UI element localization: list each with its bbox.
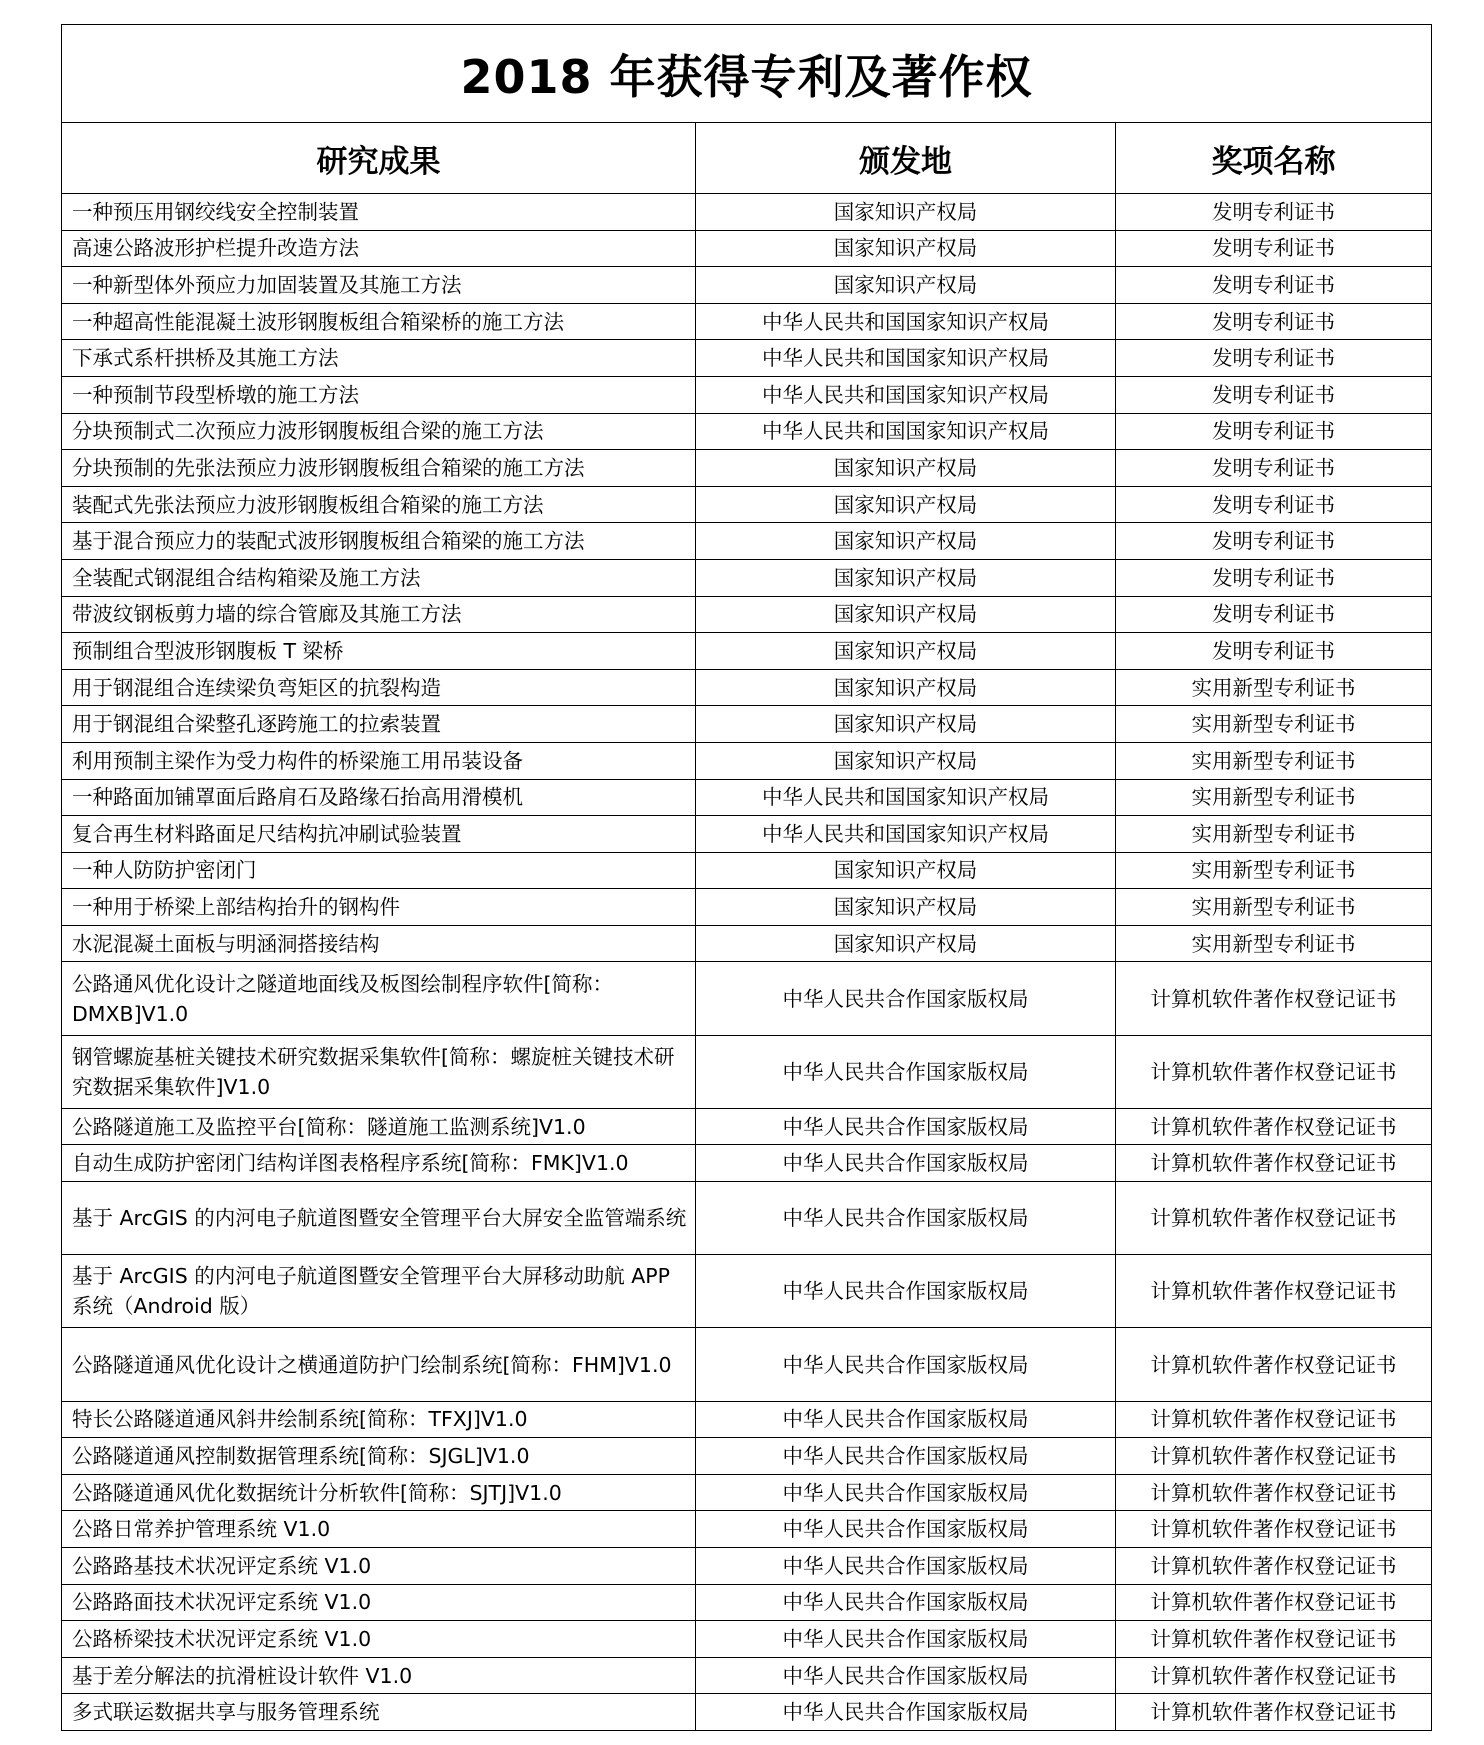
cell-research-result: 下承式系杆拱桥及其施工方法	[62, 340, 696, 377]
cell-award-name: 计算机软件著作权登记证书	[1116, 1694, 1432, 1731]
cell-issuer: 中华人民共合作国家版权局	[696, 1657, 1116, 1694]
cell-issuer: 中华人民共合作国家版权局	[696, 1438, 1116, 1475]
cell-research-result: 公路路基技术状况评定系统 V1.0	[62, 1547, 696, 1584]
cell-award-name: 计算机软件著作权登记证书	[1116, 1621, 1432, 1658]
table-row	[62, 1108, 1432, 1145]
cell-issuer: 国家知识产权局	[696, 889, 1116, 926]
cell-issuer: 中华人民共合作国家版权局	[696, 962, 1116, 1035]
cell-award-name: 计算机软件著作权登记证书	[1116, 1035, 1432, 1108]
cell-award-name: 发明专利证书	[1116, 340, 1432, 377]
cell-issuer: 中华人民共合作国家版权局	[696, 1035, 1116, 1108]
cell-research-result: 公路日常养护管理系统 V1.0	[62, 1511, 696, 1548]
table-row	[62, 925, 1432, 962]
table-row	[62, 1694, 1432, 1731]
cell-issuer: 国家知识产权局	[696, 559, 1116, 596]
cell-issuer: 中华人民共合作国家版权局	[696, 1511, 1116, 1548]
cell-research-result: 基于 ArcGIS 的内河电子航道图暨安全管理平台大屏安全监管端系统	[62, 1182, 696, 1255]
cell-award-name: 计算机软件著作权登记证书	[1116, 1657, 1432, 1694]
cell-issuer: 中华人民共和国国家知识产权局	[696, 340, 1116, 377]
cell-award-name: 计算机软件著作权登记证书	[1116, 1328, 1432, 1401]
table-row	[62, 1182, 1432, 1255]
cell-research-result: 一种预制节段型桥墩的施工方法	[62, 376, 696, 413]
table-row	[62, 852, 1432, 889]
patent-table	[61, 24, 1432, 1731]
cell-issuer: 中华人民共和国国家知识产权局	[696, 376, 1116, 413]
cell-issuer: 中华人民共合作国家版权局	[696, 1474, 1116, 1511]
table-row	[62, 1547, 1432, 1584]
cell-award-name: 发明专利证书	[1116, 267, 1432, 304]
table-row	[62, 1474, 1432, 1511]
cell-issuer: 国家知识产权局	[696, 742, 1116, 779]
cell-award-name: 发明专利证书	[1116, 450, 1432, 487]
cell-award-name: 实用新型专利证书	[1116, 779, 1432, 816]
table-row	[62, 1255, 1432, 1328]
cell-research-result: 公路通风优化设计之隧道地面线及板图绘制程序软件[简称：DMXB]V1.0	[62, 962, 696, 1035]
cell-issuer: 国家知识产权局	[696, 596, 1116, 633]
cell-issuer: 国家知识产权局	[696, 523, 1116, 560]
cell-issuer: 中华人民共合作国家版权局	[696, 1547, 1116, 1584]
table-body	[62, 194, 1432, 1731]
cell-research-result: 复合再生材料路面足尺结构抗冲刷试验装置	[62, 816, 696, 853]
cell-issuer: 中华人民共合作国家版权局	[696, 1584, 1116, 1621]
cell-award-name: 计算机软件著作权登记证书	[1116, 1547, 1432, 1584]
cell-research-result: 预制组合型波形钢腹板 T 梁桥	[62, 633, 696, 670]
cell-award-name: 计算机软件著作权登记证书	[1116, 1511, 1432, 1548]
cell-issuer: 中华人民共合作国家版权局	[696, 1145, 1116, 1182]
cell-award-name: 实用新型专利证书	[1116, 669, 1432, 706]
cell-issuer: 国家知识产权局	[696, 852, 1116, 889]
table-row	[62, 633, 1432, 670]
table-row	[62, 1584, 1432, 1621]
cell-research-result: 一种人防防护密闭门	[62, 852, 696, 889]
cell-award-name: 发明专利证书	[1116, 376, 1432, 413]
table-row	[62, 816, 1432, 853]
cell-research-result: 钢管螺旋基桩关键技术研究数据采集软件[简称：螺旋桩关键技术研究数据采集软件]V1.0	[62, 1035, 696, 1108]
cell-research-result: 多式联运数据共享与服务管理系统	[62, 1694, 696, 1731]
cell-research-result: 用于钢混组合梁整孔逐跨施工的拉索装置	[62, 706, 696, 743]
table-title: 2018 年获得专利及著作权	[62, 25, 1432, 123]
table-row	[62, 559, 1432, 596]
cell-research-result: 一种新型体外预应力加固装置及其施工方法	[62, 267, 696, 304]
cell-award-name: 计算机软件著作权登记证书	[1116, 1401, 1432, 1438]
cell-award-name: 实用新型专利证书	[1116, 816, 1432, 853]
cell-award-name: 实用新型专利证书	[1116, 852, 1432, 889]
table-row	[62, 1401, 1432, 1438]
cell-research-result: 用于钢混组合连续梁负弯矩区的抗裂构造	[62, 669, 696, 706]
table-row	[62, 376, 1432, 413]
cell-issuer: 中华人民共合作国家版权局	[696, 1182, 1116, 1255]
cell-research-result: 分块预制的先张法预应力波形钢腹板组合箱梁的施工方法	[62, 450, 696, 487]
table-row	[62, 486, 1432, 523]
cell-award-name: 发明专利证书	[1116, 194, 1432, 231]
cell-research-result: 基于 ArcGIS 的内河电子航道图暨安全管理平台大屏移动助航 APP 系统（Android 版）	[62, 1255, 696, 1328]
cell-issuer: 中华人民共合作国家版权局	[696, 1401, 1116, 1438]
cell-issuer: 中华人民共合作国家版权局	[696, 1328, 1116, 1401]
header-award-name: 奖项名称	[1116, 123, 1432, 194]
cell-award-name: 计算机软件著作权登记证书	[1116, 1474, 1432, 1511]
cell-issuer: 中华人民共和国国家知识产权局	[696, 303, 1116, 340]
cell-issuer: 国家知识产权局	[696, 633, 1116, 670]
cell-research-result: 全装配式钢混组合结构箱梁及施工方法	[62, 559, 696, 596]
table-row	[62, 669, 1432, 706]
table-row	[62, 230, 1432, 267]
header-issuer: 颁发地	[696, 123, 1116, 194]
cell-award-name: 实用新型专利证书	[1116, 889, 1432, 926]
cell-issuer: 中华人民共合作国家版权局	[696, 1621, 1116, 1658]
cell-research-result: 一种路面加铺罩面后路肩石及路缘石抬高用滑模机	[62, 779, 696, 816]
cell-award-name: 计算机软件著作权登记证书	[1116, 1255, 1432, 1328]
table-row	[62, 1657, 1432, 1694]
cell-research-result: 一种用于桥梁上部结构抬升的钢构件	[62, 889, 696, 926]
cell-research-result: 自动生成防护密闭门结构详图表格程序系统[简称：FMK]V1.0	[62, 1145, 696, 1182]
cell-issuer: 中华人民共合作国家版权局	[696, 1255, 1116, 1328]
cell-award-name: 发明专利证书	[1116, 303, 1432, 340]
cell-award-name: 实用新型专利证书	[1116, 742, 1432, 779]
cell-award-name: 发明专利证书	[1116, 523, 1432, 560]
table-row	[62, 340, 1432, 377]
cell-award-name: 发明专利证书	[1116, 486, 1432, 523]
cell-research-result: 带波纹钢板剪力墙的综合管廊及其施工方法	[62, 596, 696, 633]
cell-issuer: 国家知识产权局	[696, 194, 1116, 231]
header-row	[62, 123, 1432, 194]
cell-research-result: 公路隧道通风优化数据统计分析软件[简称：SJTJ]V1.0	[62, 1474, 696, 1511]
cell-research-result: 基于混合预应力的装配式波形钢腹板组合箱梁的施工方法	[62, 523, 696, 560]
cell-research-result: 基于差分解法的抗滑桩设计软件 V1.0	[62, 1657, 696, 1694]
cell-research-result: 公路隧道通风控制数据管理系统[简称：SJGL]V1.0	[62, 1438, 696, 1475]
table-row	[62, 1511, 1432, 1548]
cell-research-result: 特长公路隧道通风斜井绘制系统[简称：TFXJ]V1.0	[62, 1401, 696, 1438]
table-row	[62, 1621, 1432, 1658]
table-row	[62, 1328, 1432, 1401]
cell-research-result: 公路路面技术状况评定系统 V1.0	[62, 1584, 696, 1621]
table-row	[62, 194, 1432, 231]
table-row	[62, 523, 1432, 560]
cell-research-result: 一种预压用钢绞线安全控制装置	[62, 194, 696, 231]
header-research-result: 研究成果	[62, 123, 696, 194]
cell-award-name: 计算机软件著作权登记证书	[1116, 1145, 1432, 1182]
cell-issuer: 国家知识产权局	[696, 706, 1116, 743]
cell-award-name: 计算机软件著作权登记证书	[1116, 1438, 1432, 1475]
cell-issuer: 中华人民共和国国家知识产权局	[696, 779, 1116, 816]
table-row	[62, 779, 1432, 816]
cell-award-name: 计算机软件著作权登记证书	[1116, 962, 1432, 1035]
cell-research-result: 公路隧道通风优化设计之横通道防护门绘制系统[简称：FHM]V1.0	[62, 1328, 696, 1401]
table-row	[62, 450, 1432, 487]
cell-award-name: 发明专利证书	[1116, 596, 1432, 633]
cell-issuer: 国家知识产权局	[696, 267, 1116, 304]
cell-issuer: 国家知识产权局	[696, 925, 1116, 962]
table-row	[62, 742, 1432, 779]
table-row	[62, 889, 1432, 926]
table-row	[62, 1438, 1432, 1475]
cell-award-name: 发明专利证书	[1116, 230, 1432, 267]
cell-award-name: 发明专利证书	[1116, 413, 1432, 450]
cell-award-name: 实用新型专利证书	[1116, 706, 1432, 743]
table-row	[62, 706, 1432, 743]
cell-award-name: 发明专利证书	[1116, 559, 1432, 596]
cell-award-name: 计算机软件著作权登记证书	[1116, 1108, 1432, 1145]
cell-award-name: 计算机软件著作权登记证书	[1116, 1584, 1432, 1621]
cell-issuer: 中华人民共和国国家知识产权局	[696, 816, 1116, 853]
cell-research-result: 公路桥梁技术状况评定系统 V1.0	[62, 1621, 696, 1658]
cell-research-result: 一种超高性能混凝土波形钢腹板组合箱梁桥的施工方法	[62, 303, 696, 340]
cell-research-result: 利用预制主梁作为受力构件的桥梁施工用吊装设备	[62, 742, 696, 779]
cell-research-result: 分块预制式二次预应力波形钢腹板组合梁的施工方法	[62, 413, 696, 450]
cell-research-result: 高速公路波形护栏提升改造方法	[62, 230, 696, 267]
table-row	[62, 596, 1432, 633]
cell-issuer: 中华人民共合作国家版权局	[696, 1108, 1116, 1145]
cell-issuer: 中华人民共合作国家版权局	[696, 1694, 1116, 1731]
table-row	[62, 1145, 1432, 1182]
cell-research-result: 装配式先张法预应力波形钢腹板组合箱梁的施工方法	[62, 486, 696, 523]
table-row	[62, 962, 1432, 1035]
cell-issuer: 国家知识产权局	[696, 486, 1116, 523]
table-row	[62, 413, 1432, 450]
cell-award-name: 计算机软件著作权登记证书	[1116, 1182, 1432, 1255]
table-row	[62, 267, 1432, 304]
cell-research-result: 公路隧道施工及监控平台[简称：隧道施工监测系统]V1.0	[62, 1108, 696, 1145]
cell-award-name: 实用新型专利证书	[1116, 925, 1432, 962]
document-page	[61, 24, 1431, 1731]
table-row	[62, 303, 1432, 340]
cell-issuer: 国家知识产权局	[696, 450, 1116, 487]
cell-issuer: 国家知识产权局	[696, 669, 1116, 706]
cell-issuer: 国家知识产权局	[696, 230, 1116, 267]
cell-award-name: 发明专利证书	[1116, 633, 1432, 670]
cell-research-result: 水泥混凝土面板与明涵洞搭接结构	[62, 925, 696, 962]
table-row	[62, 1035, 1432, 1108]
cell-issuer: 中华人民共和国国家知识产权局	[696, 413, 1116, 450]
